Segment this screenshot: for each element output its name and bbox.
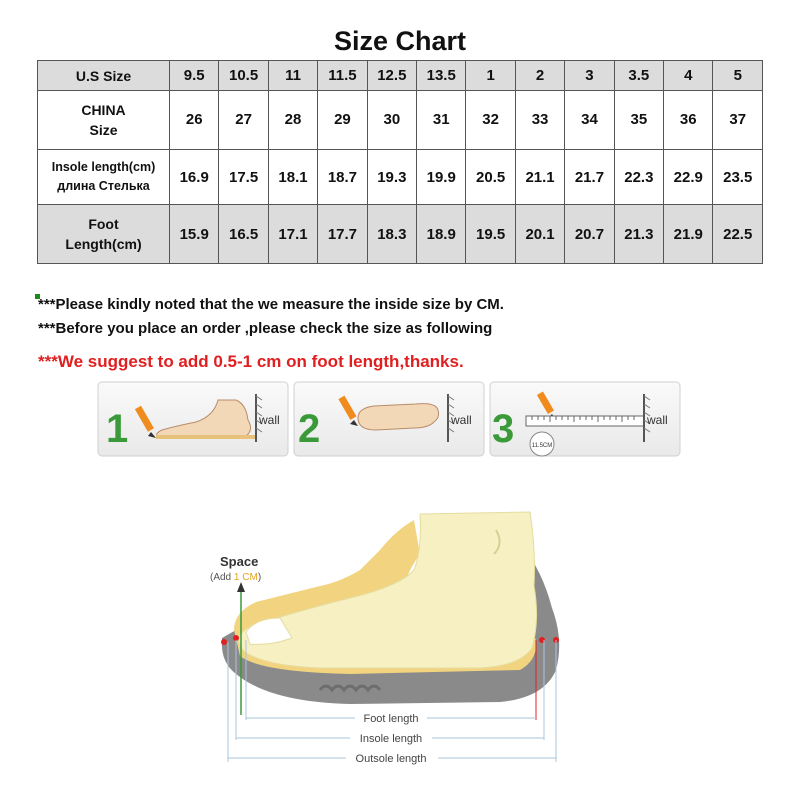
step-2-number: 2	[298, 407, 321, 451]
table-cell: 16.9	[170, 149, 219, 205]
table-cell: 21.1	[515, 149, 564, 205]
row-header	[38, 91, 170, 150]
table-cell: 36	[664, 91, 713, 150]
space-note: (Add 1 CM)	[210, 572, 262, 583]
table-cell: 30	[367, 91, 416, 150]
wall-label-2: wall	[451, 413, 472, 427]
table-cell: 34	[565, 91, 614, 150]
table-row	[38, 61, 763, 91]
row-header-line: Length(cm)	[65, 236, 142, 253]
foot-top-icon	[358, 404, 439, 430]
space-title: Space	[220, 554, 259, 569]
row-header-line: длина Стелька	[57, 179, 150, 193]
table-cell: 35	[614, 91, 663, 150]
chart-title: Size Chart	[333, 26, 467, 56]
table-cell: 22.3	[614, 149, 663, 205]
marker-left-outer	[221, 639, 227, 645]
table-cell: 26	[170, 91, 219, 150]
size-table	[37, 60, 763, 264]
table-cell: 21.7	[565, 149, 614, 205]
table-cell: 22.9	[664, 149, 713, 205]
table-cell: 19.9	[417, 149, 466, 205]
step-1-number: 1	[106, 407, 129, 451]
table-cell: 21.9	[664, 205, 713, 264]
wall-label-1: wall	[259, 413, 280, 427]
step-2-panel	[294, 382, 484, 456]
table-cell: 5	[713, 61, 763, 91]
table-cell: 20.1	[515, 205, 564, 264]
table-cell: 18.1	[268, 149, 317, 205]
table-cell: 27	[219, 91, 268, 150]
table-cell: 13.5	[417, 61, 466, 91]
table-cell: 33	[515, 91, 564, 150]
table-cell: 18.9	[417, 205, 466, 264]
step-1-panel	[98, 382, 288, 456]
row-header	[38, 149, 170, 205]
table-cell: 2	[515, 61, 564, 91]
note-measure-inside: ***Please kindly noted that the we measure the inside size by CM.	[38, 296, 504, 313]
row-header-line: CHINA	[81, 101, 126, 118]
table-cell: 11.5	[318, 61, 367, 91]
table-cell: 28	[268, 91, 317, 150]
table-cell: 20.5	[466, 149, 515, 205]
table-cell: 37	[713, 91, 763, 150]
table-cell: 10.5	[219, 61, 268, 91]
table-cell: 16.5	[219, 205, 268, 264]
outsole-length-label: Outsole length	[355, 753, 427, 765]
foot-in-shoe-diagram	[200, 490, 600, 800]
ruler-reading: 11.5CM	[531, 443, 553, 449]
table-cell: 11	[268, 61, 317, 91]
row-header-line: Foot	[88, 216, 119, 233]
step-3-number: 3	[492, 407, 515, 451]
table-row	[38, 205, 763, 264]
row-header-line: Insole length(cm)	[51, 160, 156, 174]
table-cell: 19.5	[466, 205, 515, 264]
measurement-steps	[96, 380, 682, 458]
note-add-length: ***We suggest to add 0.5-1 cm on foot length,thanks.	[38, 352, 464, 371]
table-cell: 1	[466, 61, 515, 91]
table-cell: 4	[664, 61, 713, 91]
table-cell: 12.5	[367, 61, 416, 91]
table-cell: 23.5	[713, 149, 763, 205]
row-header	[38, 61, 170, 91]
table-cell: 3	[565, 61, 614, 91]
step-3-panel	[490, 382, 680, 456]
table-cell: 9.5	[170, 61, 219, 91]
table-row	[38, 149, 763, 205]
table-cell: 18.7	[318, 149, 367, 205]
table-cell: 15.9	[170, 205, 219, 264]
table-cell: 21.3	[614, 205, 663, 264]
table-cell: 3.5	[614, 61, 663, 91]
table-cell: 22.5	[713, 205, 763, 264]
table-cell: 31	[417, 91, 466, 150]
row-header	[38, 205, 170, 264]
table-cell: 18.3	[367, 205, 416, 264]
table-cell: 17.7	[318, 205, 367, 264]
table-cell: 17.5	[219, 149, 268, 205]
wall-label-3: wall	[647, 413, 668, 427]
table-cell: 29	[318, 91, 367, 150]
row-header-line: Size	[89, 121, 118, 138]
table-cell: 19.3	[367, 149, 416, 205]
table-row	[38, 91, 763, 150]
row-header-line: U.S Size	[75, 67, 132, 84]
insole-length-label: Insole length	[359, 733, 423, 745]
note-check-size: ***Before you place an order ,please check the size as following	[38, 320, 493, 337]
table-cell: 32	[466, 91, 515, 150]
table-cell: 20.7	[565, 205, 614, 264]
table-cell: 17.1	[268, 205, 317, 264]
foot-length-label: Foot length	[363, 713, 419, 725]
